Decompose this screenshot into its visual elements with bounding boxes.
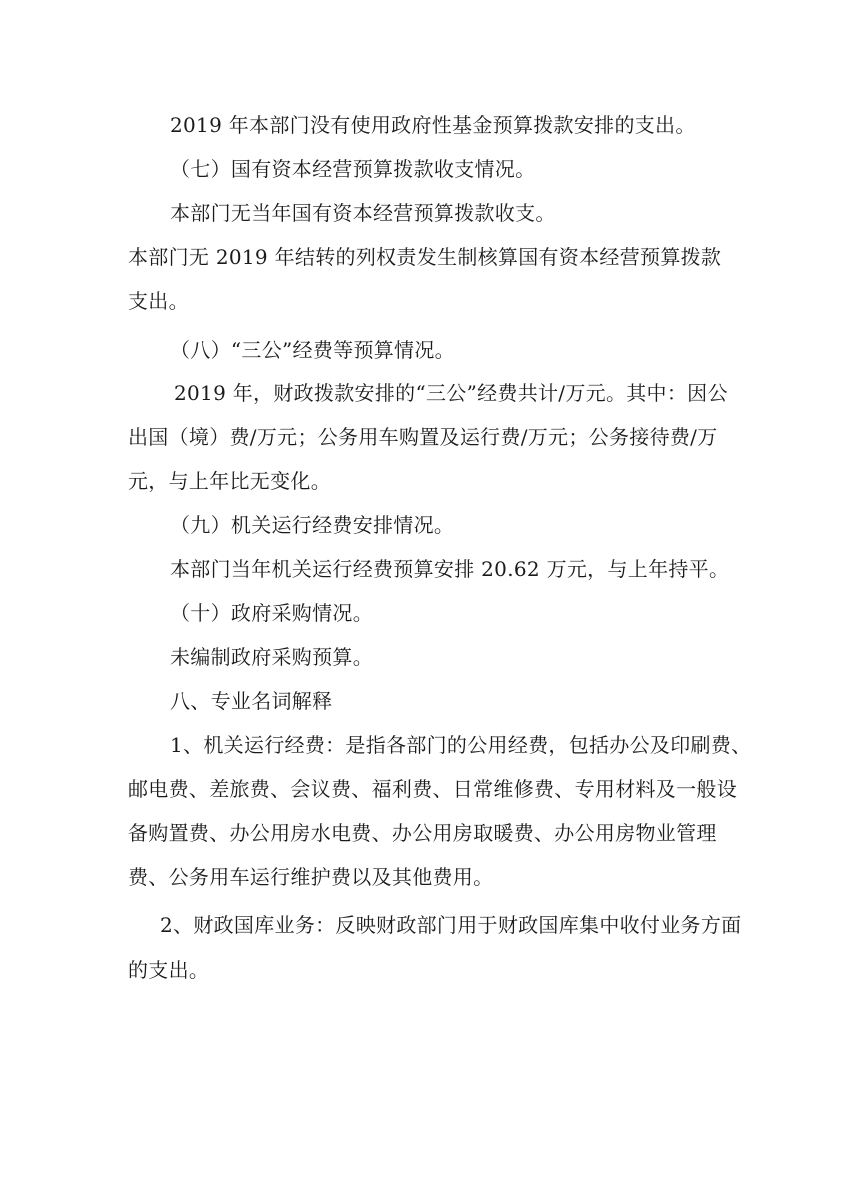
paragraph-line: 费、公务用车运行维护费以及其他费用。 bbox=[128, 865, 494, 889]
paragraph-line: 元，与上年比无变化。 bbox=[128, 469, 331, 493]
paragraph-line: 本部门无当年国有资本经营预算拨款收支。 bbox=[170, 201, 556, 225]
paragraph-line: 1、机关运行经费：是指各部门的公用经费，包括办公及印刷费、 bbox=[170, 733, 752, 757]
section-heading: （十）政府采购情况。 bbox=[170, 601, 373, 625]
paragraph-line: 支出。 bbox=[128, 289, 189, 313]
section-heading: （九）机关运行经费安排情况。 bbox=[170, 513, 455, 537]
paragraph-line: 本部门无 2019 年结转的列权责发生制核算国有资本经营预算拨款 bbox=[128, 245, 722, 269]
paragraph-line: 的支出。 bbox=[128, 958, 210, 982]
paragraph-line: 出国（境）费/万元；公务用车购置及运行费/万元；公务接待费/万 bbox=[128, 425, 718, 449]
paragraph-line: 2、财政国库业务：反映财政部门用于财政国库集中收付业务方面 bbox=[160, 913, 742, 937]
section-heading: （八）“三公”经费等预算情况。 bbox=[170, 338, 455, 362]
paragraph-line: 本部门当年机关运行经费预算安排 20.62 万元，与上年持平。 bbox=[170, 557, 730, 581]
section-heading: （七）国有资本经营预算拨款收支情况。 bbox=[170, 157, 536, 181]
paragraph-line: 2019 年本部门没有使用政府性基金预算拨款安排的支出。 bbox=[170, 113, 696, 137]
paragraph-line: 未编制政府采购预算。 bbox=[170, 645, 373, 669]
section-heading: 八、专业名词解释 bbox=[170, 689, 333, 713]
paragraph-line: 邮电费、差旅费、会议费、福利费、日常维修费、专用材料及一般设 bbox=[128, 777, 737, 801]
paragraph-line: 2019 年，财政拨款安排的“三公”经费共计/万元。其中：因公 bbox=[174, 381, 728, 405]
paragraph-line: 备购置费、办公用房水电费、办公用房取暖费、办公用房物业管理 bbox=[128, 821, 717, 845]
